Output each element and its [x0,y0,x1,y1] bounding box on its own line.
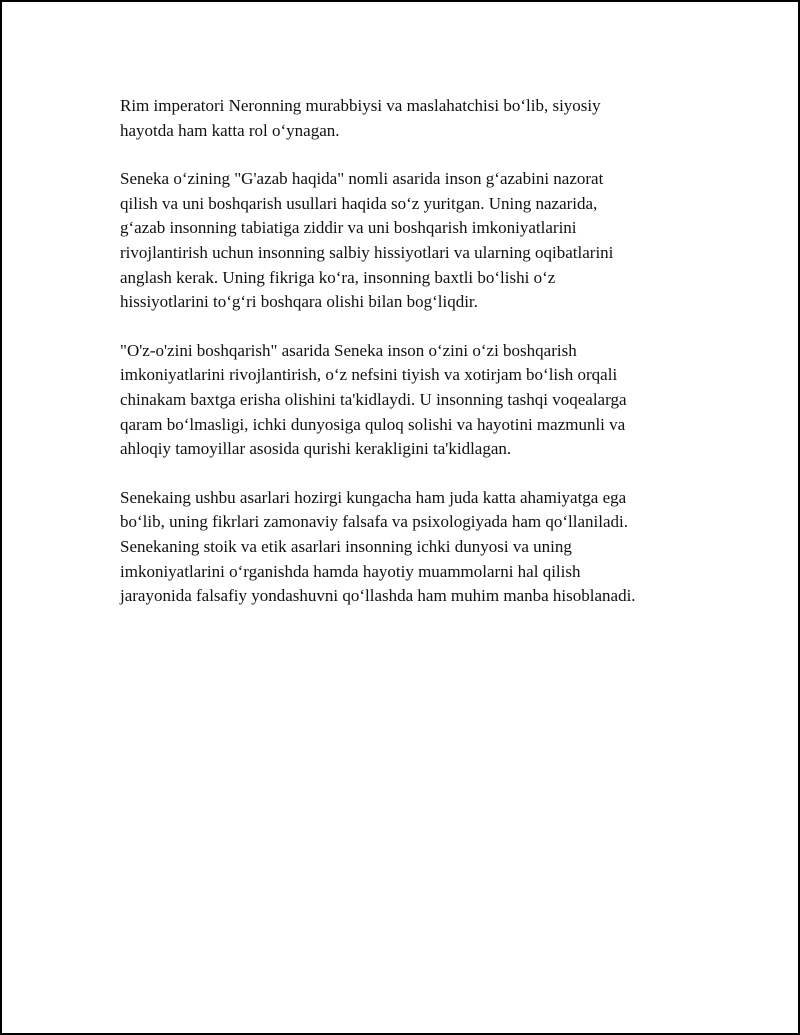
text-line: jarayonida falsafiy yondashuvni qo‘llashda ham muhim manba hisoblanadi. [120,586,636,606]
paragraph-2 [120,167,690,315]
text-line: Senekaning stoik va etik asarlari insonning ichki dunyosi va uning [120,536,572,556]
text-line: hayotda ham katta rol o‘ynagan. [120,120,340,140]
text-line: qaram bo‘lmasligi, ichki dunyosiga quloq solishi va hayotini mazmunli va [120,414,626,434]
document-body [120,94,690,633]
paragraph-4 [120,486,690,609]
text-line: chinakam baxtga erisha olishini ta'kidlaydi. U insonning tashqi voqealarga [120,389,627,409]
text-line: Seneka o‘zining "G'azab haqida" nomli asarida inson g‘azabini nazorat [120,169,604,189]
text-line: Rim imperatori Neronning murabbiysi va maslahatchisi bo‘lib, siyosiy [120,96,601,115]
text-line: "O'z-o'zini boshqarish" asarida Seneka inson o‘zini o‘zi boshqarish [120,340,577,360]
text-line: Senekaing ushbu asarlari hozirgi kungacha ham juda katta ahamiyatga ega [120,487,627,507]
paragraph-3 [120,339,690,462]
text-line: rivojlantirish uchun insonning salbiy hissiyotlari va ularning oqibatlarini [120,242,614,262]
text-line: g‘azab insonning tabiatiga ziddir va uni boshqarish imkoniyatlarini [120,218,577,238]
text-line: imkoniyatlarini o‘rganishda hamda hayotiy muammolarni hal qilish [120,561,581,581]
text-line: imkoniyatlarini rivojlantirish, o‘z nefsini tiyish va xotirjam bo‘lish orqali [120,365,618,385]
paragraph-1 [120,94,690,143]
text-line: ahloqiy tamoyillar asosida qurishi kerakligini ta'kidlagan. [120,439,512,459]
text-line: bo‘lib, uning fikrlari zamonaviy falsafa va psixologiyada ham qo‘llaniladi. [120,512,628,532]
text-line: hissiyotlarini to‘g‘ri boshqara olishi bilan bog‘liqdir. [120,292,478,312]
text-line: qilish va uni boshqarish usullari haqida so‘z yuritgan. Uning nazarida, [120,193,598,213]
text-line: anglash kerak. Uning fikriga ko‘ra, insonning baxtli bo‘lishi o‘z [120,267,556,287]
